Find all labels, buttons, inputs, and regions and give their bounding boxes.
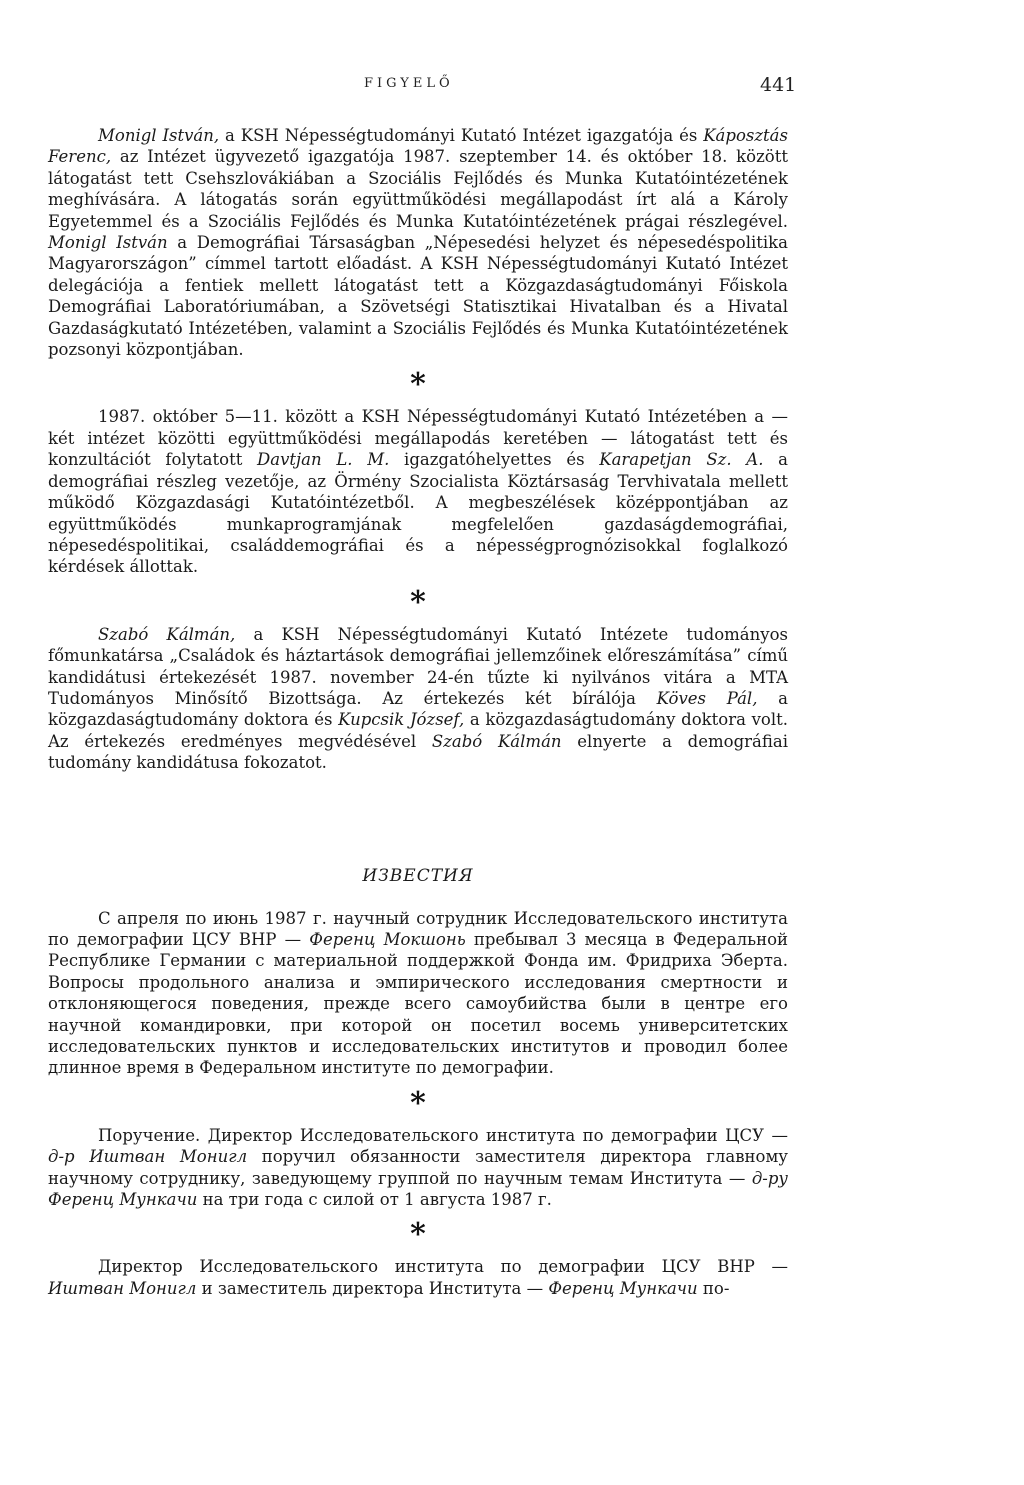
text-run: elnyerte a demográfiai tudomány kandidátusa fokozatot. (48, 731, 788, 773)
text-run: 1987. október 5—11. között a KSH Népességtudományi Kutató Intézetében a — két intézet közötti együttműködési megállapodás keretében — látogatást tett és konzultációt folytatott (48, 407, 788, 470)
italic-name: Monigl István, (98, 126, 220, 145)
italic-name: Kupcsik József, (338, 710, 465, 730)
text-run: Поручение. Директор Исследовательского института по демографии ЦСУ — (98, 1125, 788, 1145)
text-run: по- (697, 1278, 730, 1298)
text-run: С апреля по июнь 1987 г. научный сотрудник Исследовательского института по демографии ЦСУ ВНР — (48, 908, 788, 949)
paragraph (48, 624, 788, 774)
text-run: a KSH Népességtudományi Kutató Intézete tudományos főmunkatársa „Családok és háztartások demográfiai jellemzőinek előreszámítása” című kandidátusi értekezését 1987. november 24-én tűzte ki nyilvános vitára a MTA Tudományos Minősítő Bizottsága. Az értekezés két bírálója (48, 624, 788, 708)
paragraph (48, 1256, 788, 1299)
italic-name: Szabó Kálmán (431, 731, 562, 751)
italic-name: Davtjan L. M. (257, 450, 390, 470)
text-run: a közgazdaságtudomány doktora volt. Az értekezés eredményes megvédésével (48, 710, 788, 751)
italic-name: Ференц Мокшонь (309, 929, 466, 949)
section-separator: * (410, 584, 426, 620)
page-content (48, 125, 788, 1299)
text-run: и заместитель директора Института — (196, 1278, 549, 1298)
text-run: пребывал 3 месяца в Федеральной Республике Германии с материальной поддержкой Фонда им. Фридриха Эберта. Вопросы продольного анализа и эмпирического исследования смертности и отклоняющегося поведения, прежде всего самоубийства были в центре его научной командировки, при которой он посетил восемь университетских исследовательских пунктов и исследовательских институтов и проводил более длинное время в Федеральном институте по демографии. (48, 929, 788, 1078)
section-separator: * (410, 1085, 426, 1121)
italic-name: Karapetjan Sz. A. (599, 450, 764, 470)
italic-name: Monigl István (48, 233, 168, 253)
section-title: ИЗВЕСТИЯ (362, 865, 474, 886)
section-separator: * (410, 1217, 426, 1253)
italic-name: Köves Pál, (656, 688, 758, 708)
running-title: FIGYELŐ (364, 76, 454, 91)
italic-name: Szabó Kálmán, (98, 624, 236, 644)
italic-name: Иштван Монигл (48, 1278, 197, 1298)
paragraph (48, 908, 788, 1079)
text-run: a Demográfiai Társaságban „Népesedési helyzet és népesedéspolitika Magyarországon” címmel tartott előadást. A KSH Népességtudományi Kutató Intézet delegációja a fentiek mellett látogatást tett a Közgazdaságtudományi Főiskola Demográfiai Laboratóriumában, a Szövetségi Statisztikai Hivatalban és a Hivatal Gazdaságkutató Intézetében, valamint a Szociális Fejlődés és Munka Kutatóintézetének pozsonyi központjában. (48, 233, 788, 360)
text-run: поручил обязанности заместителя директора главному научному сотруднику, заведующему группой по научным темам Института — (48, 1147, 788, 1188)
paragraph (48, 1125, 788, 1211)
paragraph (48, 406, 788, 577)
text-run: на три года с силой от 1 августа 1987 г. (197, 1190, 552, 1210)
page-number: 441 (760, 74, 797, 96)
paragraph (48, 125, 788, 360)
text-run: Директор Исследовательского института по демографии ЦСУ ВНР — (98, 1257, 788, 1277)
page-header (0, 70, 1024, 100)
text-run: a közgazdaságtudomány doktora és (48, 688, 788, 730)
text-run: a KSH Népességtudományi Kutató Intézet igazgatója és (219, 126, 704, 145)
italic-name: Ференц Мункачи (548, 1278, 698, 1298)
text-run: az Intézet ügyvezető igazgatója 1987. szeptember 14. és október 18. között látogatást tett Csehszlovákiában a Szociális Fejlődés és Munka Kutatóintézetének meghívására. A látogatás során együttműködési megállapodást írt alá a Károly Egyetemmel és a Szociális Fejlődés és Munka Kutatóintézetének prágai részlegével. (48, 147, 788, 231)
italic-name: д-ру Ференц Мункачи (48, 1168, 788, 1210)
italic-name: д-р Иштван Монигл (48, 1147, 248, 1167)
text-run: a demográfiai részleg vezetője, az Örmény Szocialista Köztársaság Tervhivatala mellett működő Közgazdasági Kutatóintézetből. A megbeszélések középpontjában az együttműködés munkaprogramjának megfelelően gazdaságdemográfiai, népesedéspolitikai, családdemográfiai és a népességprognózisokkal foglalkozó kérdések állottak. (48, 450, 788, 577)
italic-name: Káposztás Ferenc, (48, 126, 788, 167)
text-run: igazgatóhelyettes és (389, 450, 600, 470)
section-separator: * (410, 367, 426, 403)
